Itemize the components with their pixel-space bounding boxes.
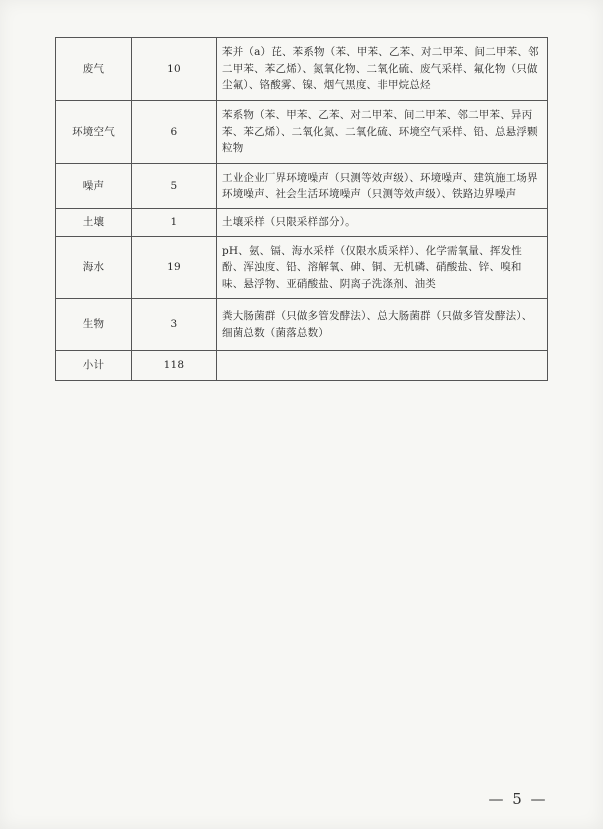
table-row (56, 299, 548, 351)
item-count: 6 (132, 101, 217, 164)
monitoring-categories-table (55, 37, 548, 381)
table-row (56, 38, 548, 101)
item-list (217, 351, 548, 381)
item-count: 3 (132, 299, 217, 351)
item-list: 苯系物（苯、甲苯、乙苯、对二甲苯、间二甲苯、邻二甲苯、异丙苯、苯乙烯）、二氧化氮、二氧化硫、环境空气采样、铅、总悬浮颗粒物 (217, 101, 548, 164)
table-row (56, 164, 548, 209)
item-list: pH、氨、镉、海水采样（仅限水质采样）、化学需氧量、挥发性酚、浑浊度、铅、溶解氧、砷、铜、无机磷、硝酸盐、锌、嗅和味、悬浮物、亚硝酸盐、阴离子洗涤剂、油类 (217, 237, 548, 299)
table-row (56, 101, 548, 164)
item-list: 工业企业厂界环境噪声（只测等效声级）、环境噪声、建筑施工场界环境噪声、社会生活环境噪声（只测等效声级）、铁路边界噪声 (217, 164, 548, 209)
item-list: 土壤采样（只限采样部分）。 (217, 209, 548, 237)
table-row (56, 209, 548, 237)
item-list: 粪大肠菌群（只做多管发酵法）、总大肠菌群（只做多管发酵法）、细菌总数（菌落总数） (217, 299, 548, 351)
item-count: 19 (132, 237, 217, 299)
category-name: 土壤 (56, 209, 132, 237)
category-name: 海水 (56, 237, 132, 299)
item-list: 苯并（a）芘、苯系物（苯、甲苯、乙苯、对二甲苯、间二甲苯、邻二甲苯、苯乙烯）、氮氧化物、二氧化硫、废气采样、氟化物（只做尘氟）、铬酸雾、镍、烟气黑度、非甲烷总烃 (217, 38, 548, 101)
table-row (56, 351, 548, 381)
item-count: 5 (132, 164, 217, 209)
category-name: 环境空气 (56, 101, 132, 164)
item-count: 10 (132, 38, 217, 101)
item-count: 1 (132, 209, 217, 237)
category-name: 废气 (56, 38, 132, 101)
subtotal-count: 118 (132, 351, 217, 381)
page-number: — 5 — (488, 790, 548, 808)
table-row (56, 237, 548, 299)
category-name: 噪声 (56, 164, 132, 209)
subtotal-label: 小计 (56, 351, 132, 381)
category-name: 生物 (56, 299, 132, 351)
